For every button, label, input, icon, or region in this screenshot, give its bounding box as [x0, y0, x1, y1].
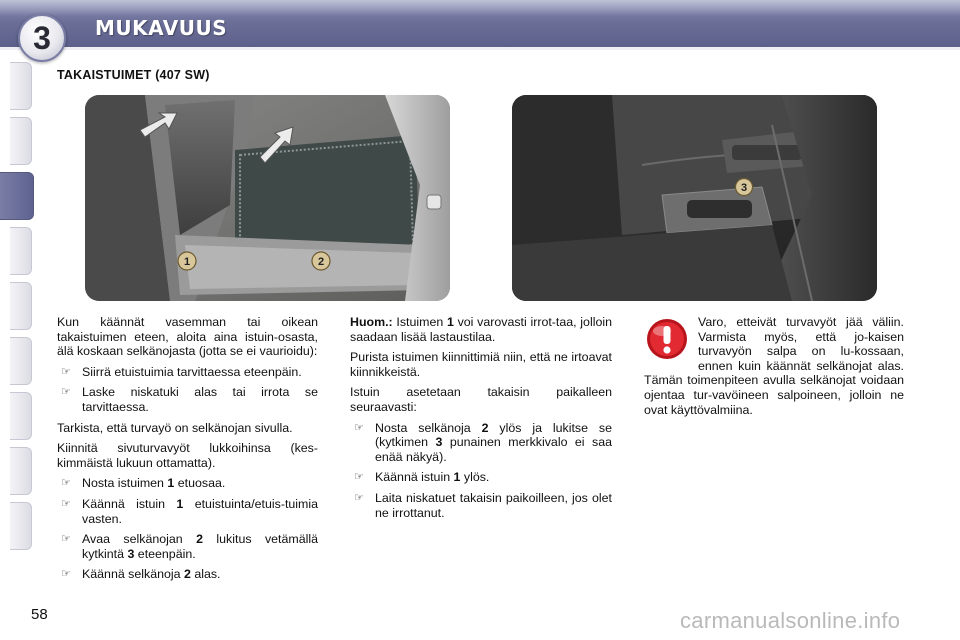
list-item-text: lukitus vetämällä kytkintä — [82, 532, 318, 561]
ref-number: 1 — [446, 315, 454, 329]
photo-callout-2: 2 — [317, 256, 325, 268]
list-item — [350, 491, 612, 520]
list-item-text: Käännä istuin — [375, 470, 454, 485]
chapter-tab[interactable] — [10, 392, 32, 440]
note-text: voi varovasti irrot-taa, jolloin saadaan lisää lastaustilaa. — [350, 315, 612, 344]
list-item — [57, 567, 318, 582]
pointing-hand-icon: ☞ — [61, 568, 71, 581]
photo-callout-1: 1 — [183, 256, 191, 268]
chapter-tab[interactable] — [10, 227, 32, 275]
warning-icon — [646, 318, 688, 360]
list-item-text: etuistuinta/etuis-tuimia vasten. — [82, 496, 318, 526]
warning-box — [644, 315, 904, 423]
chapter-tab[interactable] — [10, 282, 32, 330]
list-item-text: Laske niskatuki alas tai irrota se tarvittaessa. — [82, 385, 318, 414]
reset-paragraph: Istuin asetetaan takaisin paikalleen seuraavasti: — [350, 385, 612, 414]
photo-callout-3: 3 — [740, 182, 748, 194]
list-item-text: eteenpäin. — [134, 546, 196, 561]
section-title: TAKAISTUIMET (407 SW) — [57, 68, 210, 82]
list-item-text: ylös ja lukitse se (kytkimen — [375, 420, 613, 450]
chapter-tab[interactable] — [10, 502, 32, 550]
push-paragraph: Purista istuimen kiinnittimiä niin, että ne irtoavat kiinnikkeistä. — [350, 350, 612, 379]
list-item — [57, 497, 318, 526]
list-item-text: Siirrä etuistuimia tarvittaessa eteenpäin. — [82, 364, 302, 379]
ref-number: 1 — [453, 470, 461, 485]
chapter-tab[interactable] — [10, 337, 32, 385]
list-item — [57, 365, 318, 380]
pointing-hand-icon: ☞ — [354, 471, 364, 484]
pointing-hand-icon: ☞ — [61, 365, 71, 378]
pointing-hand-icon: ☞ — [61, 497, 71, 510]
list-item — [57, 385, 318, 414]
list-item — [350, 421, 612, 465]
chapter-tab-active[interactable] — [0, 172, 34, 220]
list-item — [57, 476, 318, 491]
watermark: carmanualsonline.info — [680, 608, 901, 633]
pointing-hand-icon: ☞ — [61, 533, 71, 546]
list-item-text: alas. — [190, 567, 221, 582]
list-item-text: Nosta istuimen — [82, 476, 168, 491]
photo-seatback-release — [512, 95, 877, 301]
intro-paragraph: Kun käännät vasemman tai oikean takaistuimen eteen, aloita aina istuin-osasta, älä koskaan selkänojasta (jotta se ei vaurioidu): — [57, 315, 318, 359]
pointing-hand-icon: ☞ — [354, 421, 364, 434]
list-item-text: punainen merkkivalo ei saa enää näkyä). — [375, 435, 612, 464]
header-shine — [0, 0, 960, 16]
chapter-title: MUKAVUUS — [95, 16, 228, 40]
list-item — [57, 532, 318, 561]
list-item-text: Avaa selkänojan — [82, 532, 197, 547]
page-number: 58 — [31, 606, 48, 623]
note-text: Istuimen — [392, 315, 447, 329]
list-item-text: Käännä selkänoja — [82, 567, 184, 582]
chapter-tab[interactable] — [10, 447, 32, 495]
check-paragraph: Tarkista, että turvayö on selkänojan sivulla. — [57, 420, 293, 435]
ref-number: 2 — [196, 532, 203, 547]
ref-number: 1 — [167, 476, 175, 491]
pointing-hand-icon: ☞ — [61, 386, 71, 399]
fasten-paragraph: Kiinnitä sivuturvavyöt lukkoihinsa (kes-kimmäistä lukuun ottamatta). — [57, 441, 318, 470]
text-column-2 — [350, 315, 612, 526]
pointing-hand-icon: ☞ — [354, 491, 364, 504]
warning-text: Varo, etteivät turvavyöt jää väliin. Varmista myös, että jo-kaisen turvavyön salpa on lu-kossaan, ennen kuin käännät selkänojat alas. Tämän toimenpiteen avulla selkänojat voidaan ojentaa tur-vavöineen salpoineen, jolloin ne ovat käyttövalmiina. — [644, 315, 904, 417]
list-item-text: ylös. — [460, 470, 490, 485]
ref-number: 1 — [176, 496, 184, 511]
ref-number: 3 — [127, 546, 135, 561]
warning-icon-wrap — [644, 315, 694, 373]
header-divider — [0, 47, 960, 50]
photo-rear-seat-fold — [85, 95, 450, 301]
list-item — [350, 470, 612, 485]
list-item-text: Käännä istuin — [82, 496, 177, 511]
list-item-text: Laita niskatuet takaisin paikoilleen, jos olet ne irrottanut. — [375, 490, 612, 520]
pointing-hand-icon: ☞ — [61, 477, 71, 490]
note-paragraph — [350, 315, 612, 344]
text-column-1 — [57, 315, 318, 588]
ref-number: 3 — [435, 435, 443, 450]
ref-number: 2 — [481, 420, 489, 435]
chapter-number-badge: 3 — [18, 14, 66, 62]
ref-number: 2 — [183, 567, 191, 582]
note-label: Huom.: — [350, 315, 393, 329]
list-item-text: Nosta selkänoja — [375, 420, 482, 435]
list-item-text: etuosaa. — [174, 476, 226, 491]
chapter-tab[interactable] — [10, 62, 32, 110]
chapter-tab-strip — [0, 62, 34, 577]
chapter-tab[interactable] — [10, 117, 32, 165]
